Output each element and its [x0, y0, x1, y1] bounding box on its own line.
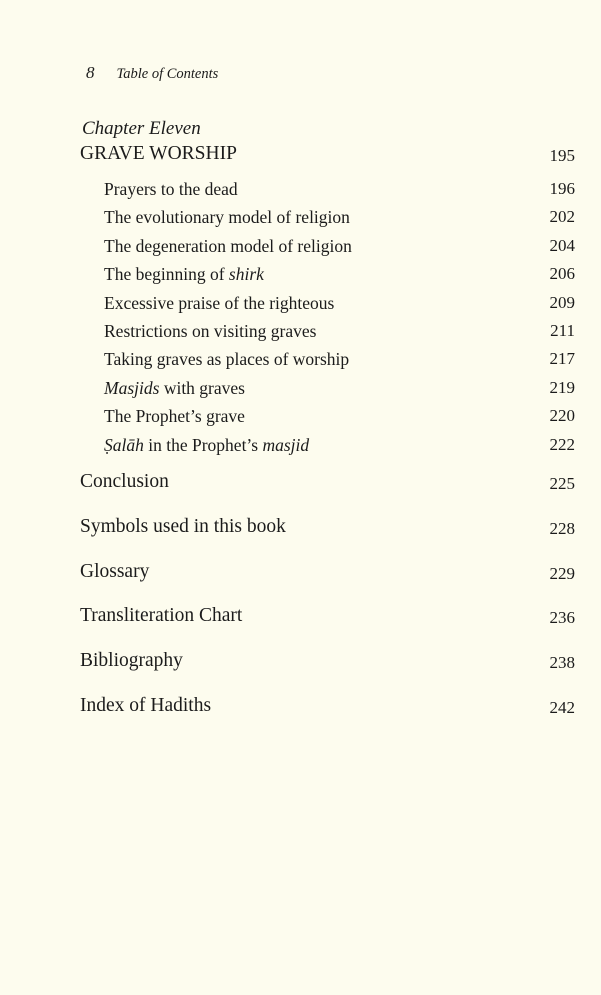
running-head — [86, 63, 218, 85]
toc-section-entry — [104, 435, 575, 461]
title-text: The evolutionary model of religion — [104, 207, 350, 228]
title-text: Taking graves as places of worship — [104, 349, 350, 370]
title-text: Prayers to the dead — [104, 179, 238, 199]
entry-page: 236 — [549, 608, 575, 628]
title-text: Excessive praise of the righteous — [104, 292, 335, 313]
entry-page: 242 — [549, 698, 575, 717]
toc-entry — [80, 516, 575, 546]
entry-page: 225 — [549, 474, 575, 493]
toc-section-entry — [104, 179, 575, 205]
toc-entry — [80, 471, 575, 501]
section-title — [104, 179, 238, 200]
title-text: in the Prophet’s — [143, 434, 263, 455]
chapter-title: GRAVE WORSHIP — [80, 143, 237, 164]
entry-title: Bibliography — [80, 650, 183, 672]
title-text: The Prophet’s grave — [104, 406, 245, 427]
page-number: 8 — [86, 63, 95, 82]
entry-title: Transliteration Chart — [80, 605, 243, 627]
italic-term: masjid — [262, 434, 310, 455]
title-text: The beginning of — [104, 264, 229, 285]
italic-term: shirk — [228, 264, 264, 285]
section-page: 219 — [549, 377, 575, 397]
toc-entry — [80, 605, 575, 635]
section-page: 204 — [549, 235, 575, 255]
toc-section-entry — [104, 236, 575, 262]
section-title — [104, 236, 352, 257]
chapter-title-entry — [80, 143, 575, 171]
entry-title: Conclusion — [80, 471, 169, 492]
entry-page: 228 — [549, 518, 575, 538]
toc-section-entry — [104, 321, 575, 347]
toc-section-entry — [104, 406, 575, 432]
section-title — [104, 406, 245, 427]
chapter-label: Chapter Eleven — [82, 118, 201, 139]
toc-section-entry — [104, 264, 575, 290]
title-text: with graves — [159, 377, 245, 398]
toc-section-entry — [104, 349, 575, 375]
section-title — [104, 378, 245, 399]
section-page: 206 — [549, 264, 575, 284]
section-page: 222 — [549, 434, 575, 454]
italic-term: Masjids — [104, 377, 160, 398]
title-text: Restrictions on visiting graves — [104, 321, 317, 341]
toc-section-entry — [104, 378, 575, 404]
entry-title: Glossary — [80, 560, 150, 582]
section-page: 211 — [550, 321, 575, 340]
section-page: 209 — [549, 292, 575, 312]
section-page: 196 — [549, 179, 575, 198]
section-page: 220 — [549, 406, 575, 426]
section-title — [104, 293, 334, 314]
toc-section-entry — [104, 207, 575, 233]
entry-page: 238 — [549, 653, 575, 673]
entry-title: Index of Hadiths — [80, 695, 212, 716]
section-page: 202 — [549, 207, 575, 227]
section-title — [104, 264, 264, 285]
entry-title: Symbols used in this book — [80, 515, 286, 537]
italic-term: Ṣalāh — [104, 434, 144, 455]
section-title — [104, 207, 350, 228]
toc-section-entry — [104, 293, 575, 319]
toc-entry — [80, 561, 575, 591]
chapter-page: 195 — [549, 146, 575, 165]
section-title — [104, 349, 349, 370]
entry-page: 229 — [549, 563, 575, 583]
section-title — [104, 435, 309, 456]
running-title: Table of Contents — [116, 66, 219, 82]
title-text: The degeneration model of religion — [104, 235, 352, 256]
section-title — [104, 321, 316, 342]
section-page: 217 — [549, 349, 575, 369]
toc-entry — [80, 650, 575, 680]
toc-entry — [80, 695, 575, 725]
